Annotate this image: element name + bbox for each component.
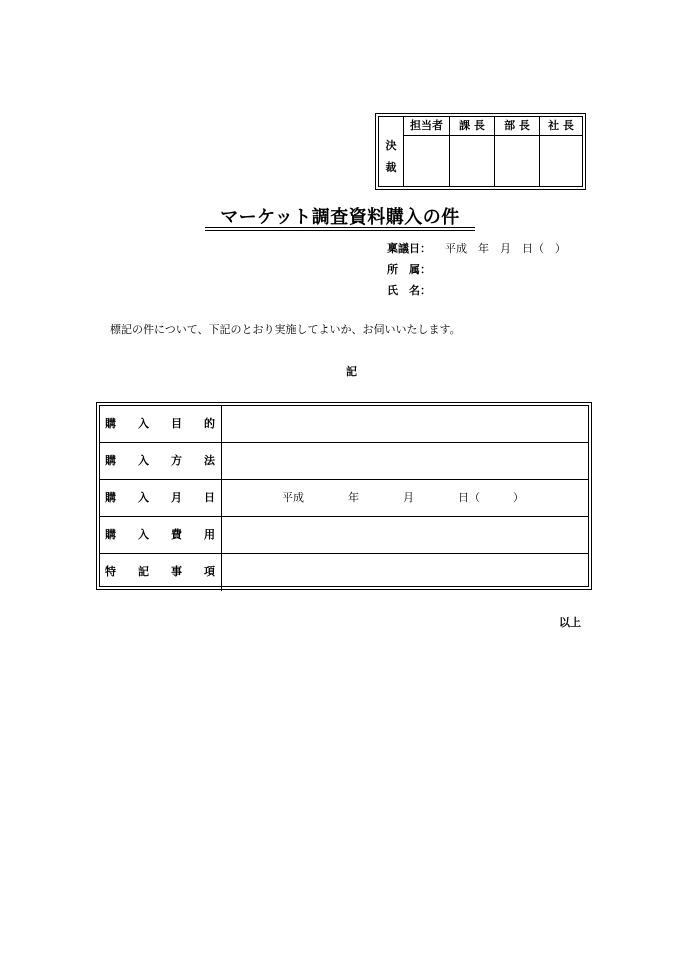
approval-side-char-2: 裁 bbox=[385, 161, 397, 174]
row-value-purpose bbox=[222, 406, 588, 442]
approval-col-shachou bbox=[540, 117, 582, 186]
table-row bbox=[100, 443, 588, 480]
approval-col-kachou bbox=[450, 117, 495, 186]
row-label-cost: 購 入 費 用 bbox=[100, 517, 222, 553]
purchase-details-table bbox=[96, 402, 592, 590]
row-label-notes: 特 記 事 項 bbox=[100, 554, 222, 591]
approval-head-kachou: 課 長 bbox=[450, 117, 494, 136]
table-row bbox=[100, 406, 588, 443]
title-underline-2 bbox=[205, 230, 475, 231]
document-title: マーケット調査資料購入の件 bbox=[220, 207, 460, 228]
closing-text: 以上 bbox=[559, 616, 581, 629]
name-label: 氏 名： bbox=[387, 284, 431, 297]
request-date-value: 平成 年 月 日（ ） bbox=[445, 242, 566, 255]
approval-side-label bbox=[379, 117, 404, 186]
row-label-date: 購 入 月 日 bbox=[100, 480, 222, 516]
row-label-method: 購 入 方 法 bbox=[100, 443, 222, 479]
department-label: 所 属： bbox=[387, 263, 431, 276]
ki-label: 記 bbox=[346, 365, 357, 378]
row-value-date: 平成 年 月 日（ ） bbox=[282, 491, 524, 504]
approval-side-char-1: 決 bbox=[385, 139, 397, 152]
table-row bbox=[100, 517, 588, 554]
row-value-method bbox=[222, 443, 588, 479]
table-row bbox=[100, 480, 588, 517]
approval-col-tantousha bbox=[404, 117, 450, 186]
row-value-cost bbox=[222, 517, 588, 553]
approval-head-tantousha: 担当者 bbox=[404, 117, 449, 136]
purchase-details-table-inner bbox=[99, 405, 589, 587]
table-row bbox=[100, 554, 588, 591]
approval-head-buchou: 部 長 bbox=[495, 117, 539, 136]
row-label-purpose: 購 入 目 的 bbox=[100, 406, 222, 442]
row-value-notes bbox=[222, 554, 588, 591]
intro-text: 標記の件について、下記のとおり実施してよいか、お伺いいたします。 bbox=[110, 323, 461, 336]
approval-stamp-inner bbox=[378, 116, 583, 187]
approval-head-shachou: 社 長 bbox=[540, 117, 582, 136]
approval-col-buchou bbox=[495, 117, 540, 186]
title-underline-1 bbox=[205, 227, 475, 228]
request-date-label: 稟議日： bbox=[387, 242, 431, 255]
approval-stamp-box bbox=[375, 113, 586, 190]
